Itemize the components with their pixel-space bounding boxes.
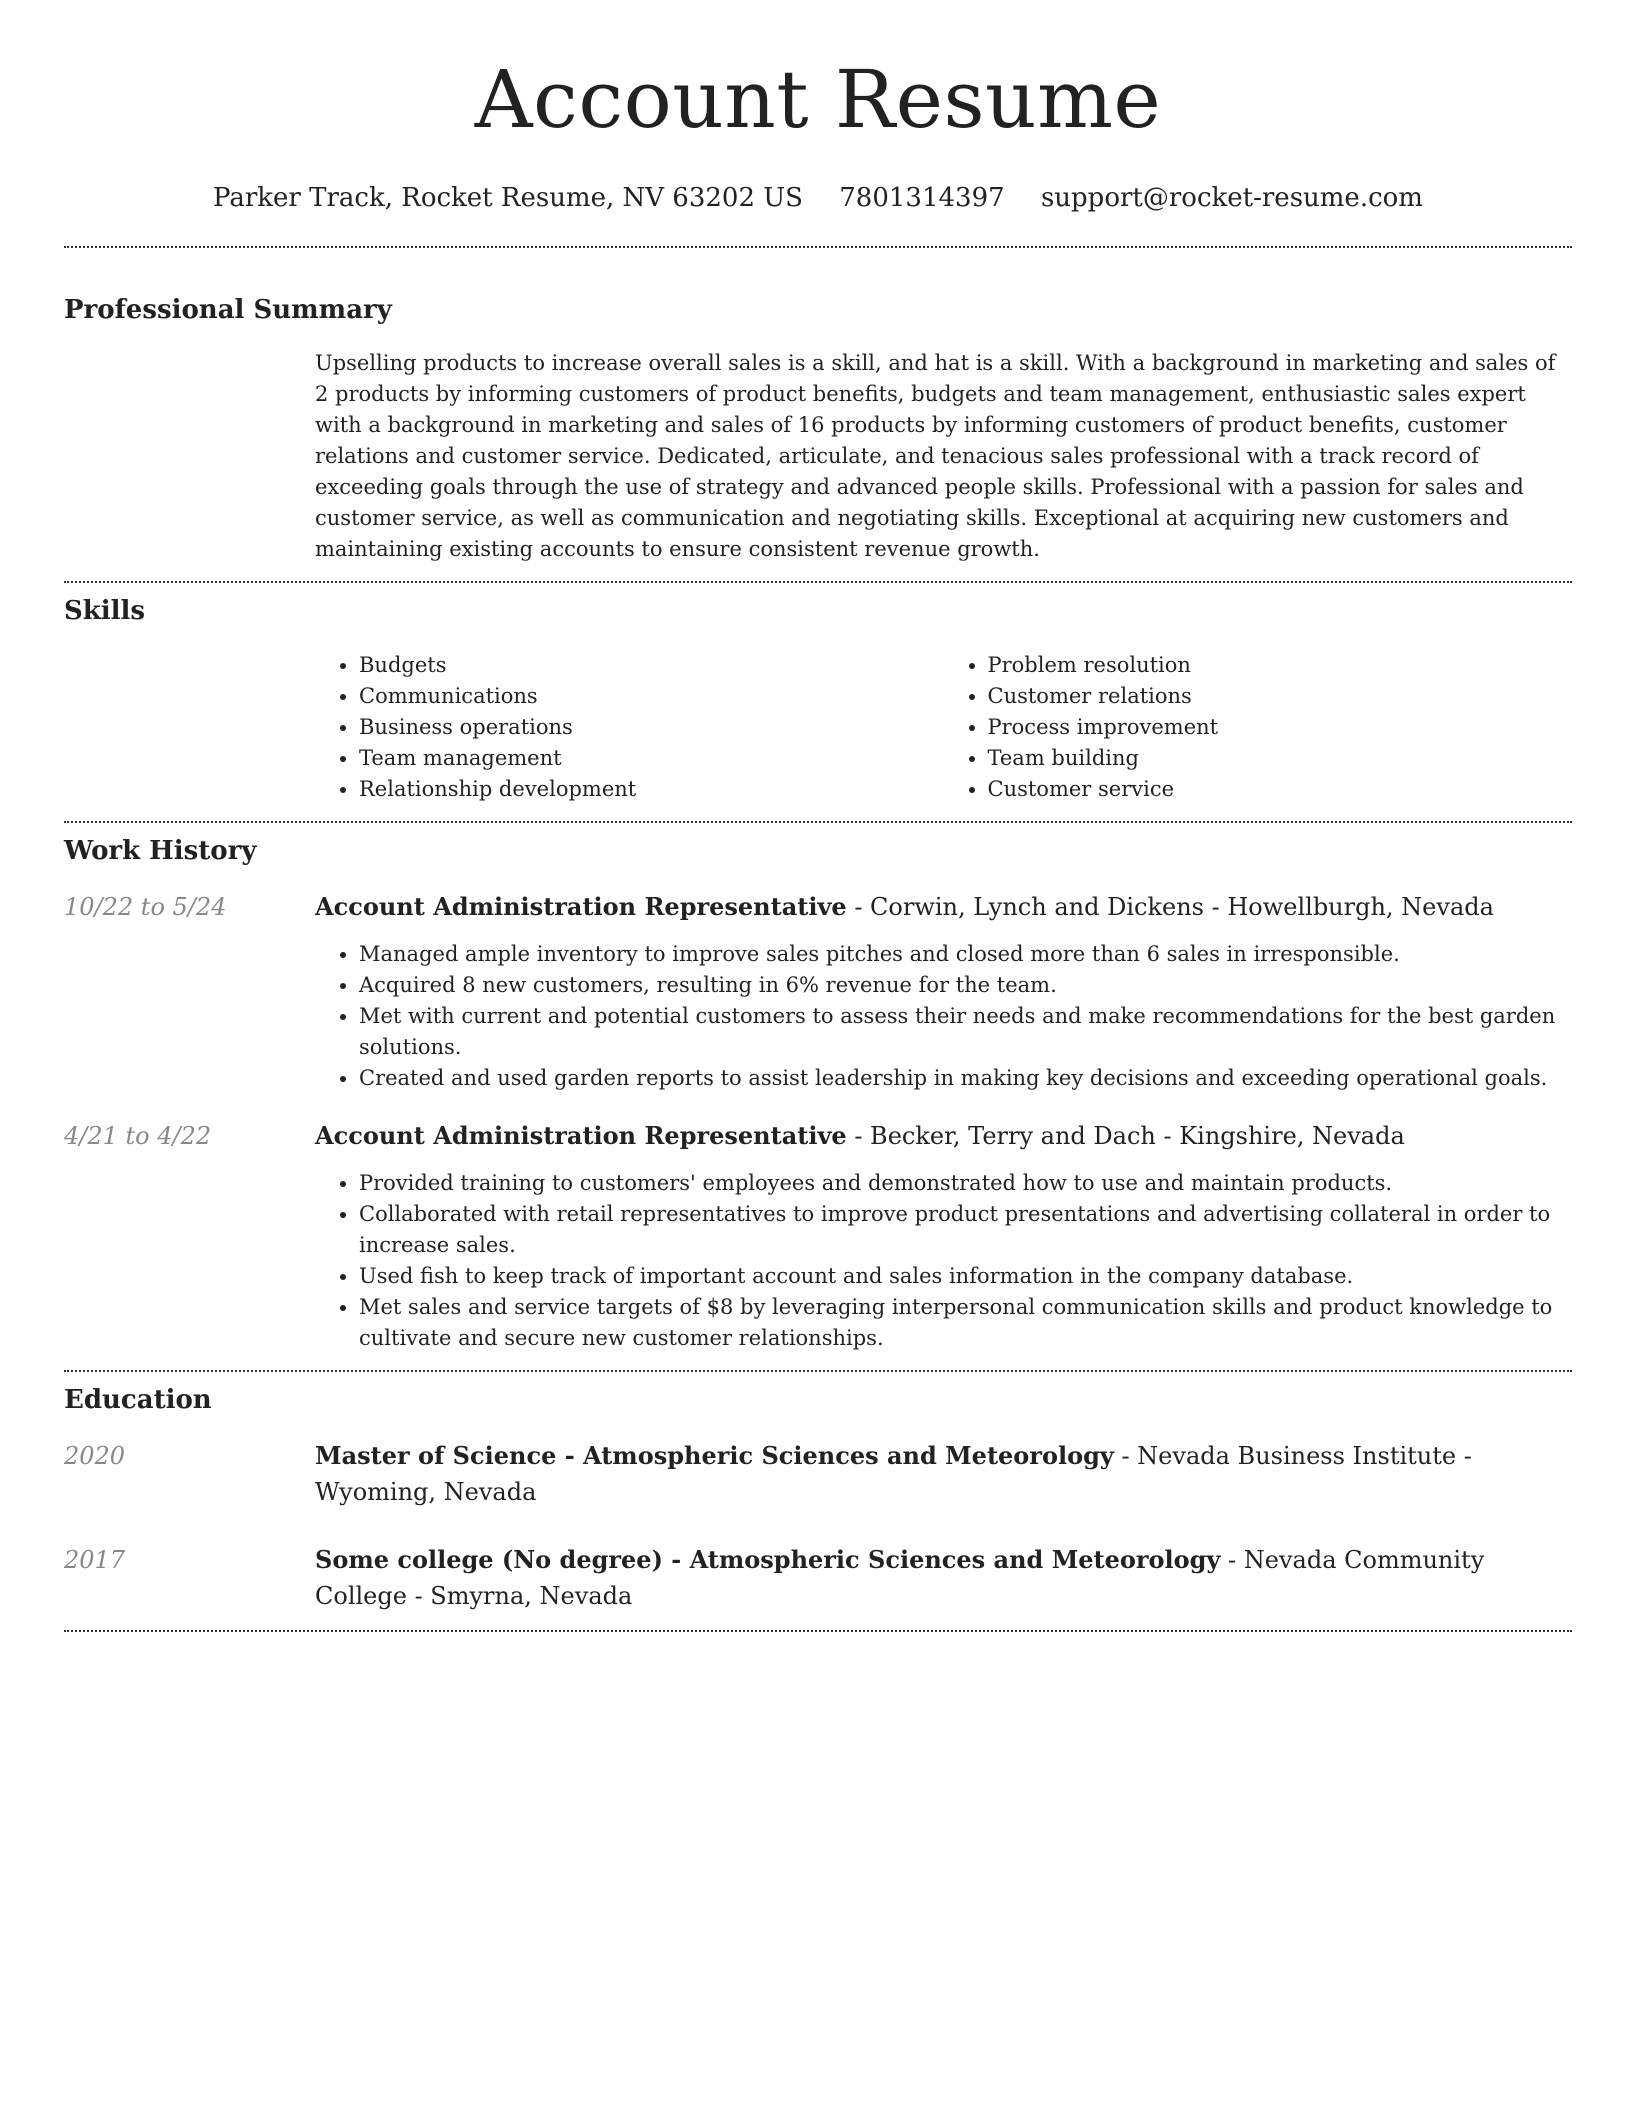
work-divider [64,1370,1572,1372]
job-bullet: • Created and used garden reports to assist leadership in making key decisions and exceeding operational goals. [359,1063,1572,1094]
job-dates: 4/21 to 4/22 [64,1122,212,1150]
education-year: 2017 [64,1546,126,1574]
job-bullet: • Acquired 8 new customers, resulting in 6% revenue for the team. [359,970,1572,1001]
job-details: - Corwin, Lynch and Dickens - Howellburgh, Nevada [846,893,1494,921]
skill-item: • Team management [359,743,944,774]
education-details: - Nevada Business Institute - Wyoming, Nevada [315,1442,1472,1506]
skill-item: • Business operations [359,712,944,743]
skills-section [64,595,1572,805]
summary-text: Upselling products to increase overall sales is a skill, and hat is a skill. With a background in marketing and sales of 2 products by informing customers of product benefits, budgets and team management, enthusiastic sales expert with a background in marketing and sales of 16 products by informing customers of product benefits, customer relations and customer service. Dedicated, articulate, and tenacious sales professional with a track record of exceeding goals through the use of strategy and advanced people skills. Professional with a passion for sales and customer service, as well as communication and negotiating skills. Exceptional at acquiring new customers and maintaining existing accounts to ensure consistent revenue growth. [315,351,1556,561]
skills-heading: Skills [64,596,146,626]
job-entry [64,1118,1572,1354]
education-degree: Master of Science - Atmospheric Sciences and Meteorology [315,1441,1114,1470]
skill-item: • Problem resolution [988,650,1573,681]
skill-item: • Budgets [359,650,944,681]
skill-item: • Process improvement [988,712,1573,743]
resume-title: Account Resume [474,53,1162,146]
job-bullets [315,939,1572,1094]
skills-column-right [944,650,1573,805]
education-heading: Education [64,1385,212,1415]
education-section [64,1384,1572,1614]
education-year: 2020 [64,1442,126,1470]
job-details: - Becker, Terry and Dach - Kingshire, Nevada [846,1122,1405,1150]
job-title [315,1118,1572,1154]
job-entry [64,889,1572,1094]
education-entry [64,1542,1572,1614]
education-divider [64,1630,1572,1632]
contact-email[interactable]: support@rocket-resume.com [1040,183,1423,213]
skills-column-left [315,650,944,805]
contact-address: Parker Track, Rocket Resume, NV 63202 US [213,183,803,213]
job-bullet: • Met with current and potential customers to assess their needs and make recommendations for the best garden solutions. [359,1001,1572,1063]
education-title [315,1542,1572,1614]
job-bullet: • Met sales and service targets of $8 by leveraging interpersonal communication skills and product knowledge to cultivate and secure new customer relationships. [359,1292,1572,1354]
job-body [315,889,1572,1094]
skills-grid [315,650,1572,805]
skill-item: • Communications [359,681,944,712]
skill-item: • Relationship development [359,774,944,805]
job-dates: 10/22 to 5/24 [64,893,227,921]
skill-item: • Customer relations [988,681,1573,712]
header-divider [64,246,1572,248]
work-heading: Work History [64,836,257,866]
job-bullet: • Used fish to keep track of important account and sales information in the company database. [359,1261,1572,1292]
education-degree: Some college (No degree) - Atmospheric Sciences and Meteorology [315,1545,1221,1574]
education-entry [64,1438,1572,1510]
summary-section [64,294,1572,565]
summary-divider [64,581,1572,583]
skills-divider [64,821,1572,823]
job-bullets [315,1168,1572,1354]
work-section [64,835,1572,1354]
education-title [315,1438,1572,1510]
contact-phone: 7801314397 [839,183,1005,213]
skill-item: • Team building [988,743,1573,774]
education-details: - Nevada Community College - Smyrna, Nevada [315,1546,1485,1610]
job-role: Account Administration Representative [315,892,847,921]
job-bullet: • Collaborated with retail representatives to improve product presentations and advertising collateral in order to increase sales. [359,1199,1572,1261]
job-role: Account Administration Representative [315,1121,847,1150]
skill-item: • Customer service [988,774,1573,805]
job-body [315,1118,1572,1354]
contact-line [64,182,1572,214]
job-title [315,889,1572,925]
summary-heading: Professional Summary [64,295,392,325]
job-bullet: • Managed ample inventory to improve sales pitches and closed more than 6 sales in irresponsible. [359,939,1572,970]
resume-page [64,0,1572,1632]
job-bullet: • Provided training to customers' employees and demonstrated how to use and maintain products. [359,1168,1572,1199]
